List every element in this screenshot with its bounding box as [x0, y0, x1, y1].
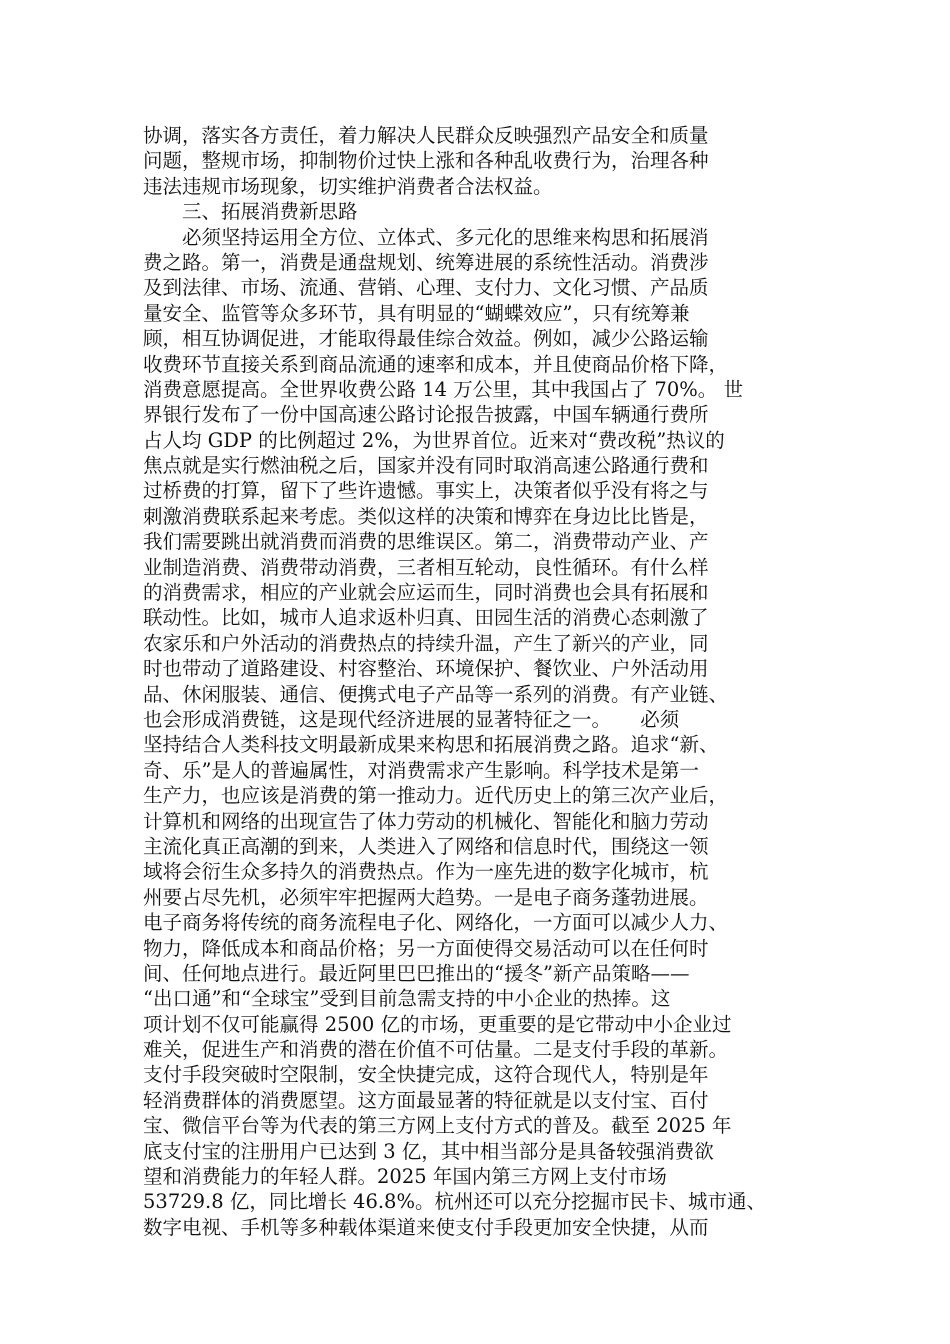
text-line: 轻消费群体的消费愿望。这方面最显著的特征就是以支付宝、百付: [143, 1088, 709, 1112]
text-line: 底支付宝的注册用户已达到 3 亿，其中相当部分是具备较强消费欲: [143, 1139, 714, 1163]
text-line: 数字电视、手机等多种载体渠道来使支付手段更加安全快捷，从而: [143, 1215, 709, 1239]
text-line: 的消费需求，相应的产业就会应运而生，同时消费也会具有拓展和: [143, 581, 709, 605]
text-line: 收费环节直接关系到商品流通的速率和成本，并且使商品价格下降，: [143, 352, 729, 376]
text-line: 也会形成消费链，这是现代经济进展的显著特征之一。 必须: [143, 707, 680, 731]
section-heading: 三、拓展消费新思路: [143, 200, 358, 224]
text-line: 违法违规市场现象，切实维护消费者合法权益。: [143, 174, 553, 198]
text-line: 业制造消费、消费带动消费，三者相互轮动，良性循环。有什么样: [143, 555, 709, 579]
text-line: 费之路。第一，消费是通盘规划、统筹进展的系统性活动。消费涉: [143, 250, 709, 274]
text-line: 域将会衍生众多持久的消费热点。作为一座先进的数字化城市，杭: [143, 860, 709, 884]
text-line: 项计划不仅可能赢得 2500 亿的市场，更重要的是它带动中小企业过: [143, 1012, 732, 1036]
text-line: 望和消费能力的年轻人群。2025 年国内第三方网上支付市场: [143, 1165, 667, 1189]
text-line: 生产力，也应该是消费的第一推动力。近代历史上的第三次产业后，: [143, 784, 729, 808]
text-line: 焦点就是实行燃油税之后，国家并没有同时取消高速公路通行费和: [143, 454, 709, 478]
text-line: 联动性。比如，城市人追求返朴归真、田园生活的消费心态刺激了: [143, 606, 709, 630]
body-text: [143, 123, 823, 1240]
text-line: 量安全、监管等众多环节，具有明显的“蝴蝶效应”，只有统筹兼: [143, 301, 690, 325]
text-line: 品、休闲服装、通信、便携式电子产品等一系列的消费。有产业链、: [143, 682, 729, 706]
text-line: 时也带动了道路建设、村容整治、环境保护、餐饮业、户外活动用: [143, 657, 709, 681]
text-line: 电子商务将传统的商务流程电子化、网络化，一方面可以减少人力、: [143, 911, 729, 935]
text-line: 支付手段突破时空限制，安全快捷完成，这符合现代人，特别是年: [143, 1063, 709, 1087]
text-line: 我们需要跳出就消费而消费的思维误区。第二，消费带动产业、产: [143, 530, 709, 554]
text-line: 难关，促进生产和消费的潜在价值不可估量。二是支付手段的革新。: [143, 1038, 729, 1062]
text-line: 间、任何地点进行。最近阿里巴巴推出的“援冬”新产品策略——: [143, 961, 690, 985]
text-line: 主流化真正高潮的到来，人类进入了网络和信息时代，围绕这一领: [143, 834, 709, 858]
text-line: 占人均 GDP 的比例超过 2%，为世界首位。近来对“费改税”热议的: [143, 428, 725, 452]
text-line: 宝、微信平台等为代表的第三方网上支付方式的普及。截至 2025 年: [143, 1114, 732, 1138]
text-line: 物力，降低成本和商品价格；另一方面使得交易活动可以在任何时: [143, 936, 709, 960]
text-line: 53729.8 亿，同比增长 46.8%。杭州还可以充分挖掘市民卡、城市通、: [143, 1190, 766, 1214]
text-line: 奇、乐”是人的普遍属性，对消费需求产生影响。科学技术是第一: [143, 758, 699, 782]
text-line: 州要占尽先机，必须牢牢把握两大趋势。一是电子商务蓬勃进展。: [143, 885, 709, 909]
text-line: 农家乐和户外活动的消费热点的持续升温，产生了新兴的产业，同: [143, 631, 709, 655]
text-line: 问题，整规市场，抑制物价过快上涨和各种乱收费行为，治理各种: [143, 149, 709, 173]
text-line: 必须坚持运用全方位、立体式、多元化的思维来构思和拓展消: [143, 225, 709, 249]
text-line: “出口通”和“全球宝”受到目前急需支持的中小企业的热捧。这: [143, 987, 671, 1011]
text-line: 界银行发布了一份中国高速公路讨论报告披露，中国车辆通行费所: [143, 403, 709, 427]
text-line: 刺激消费联系起来考虑。类似这样的决策和博弈在身边比比皆是，: [143, 504, 709, 528]
text-line: 过桥费的打算，留下了些许遗憾。事实上，决策者似乎没有将之与: [143, 479, 709, 503]
text-line: 及到法律、市场、流通、营销、心理、支付力、文化习惯、产品质: [143, 276, 709, 300]
text-line: 顾，相互协调促进，才能取得最佳综合效益。例如，减少公路运输: [143, 327, 709, 351]
text-line: 计算机和网络的出现宣告了体力劳动的机械化、智能化和脑力劳动: [143, 809, 709, 833]
text-line: 坚持结合人类科技文明最新成果来构思和拓展消费之路。追求“新、: [143, 733, 719, 757]
text-line: 协调，落实各方责任，着力解决人民群众反映强烈产品安全和质量: [143, 124, 709, 147]
text-line: 消费意愿提高。全世界收费公路 14 万公里，其中我国占了 70%。 世: [143, 377, 743, 401]
